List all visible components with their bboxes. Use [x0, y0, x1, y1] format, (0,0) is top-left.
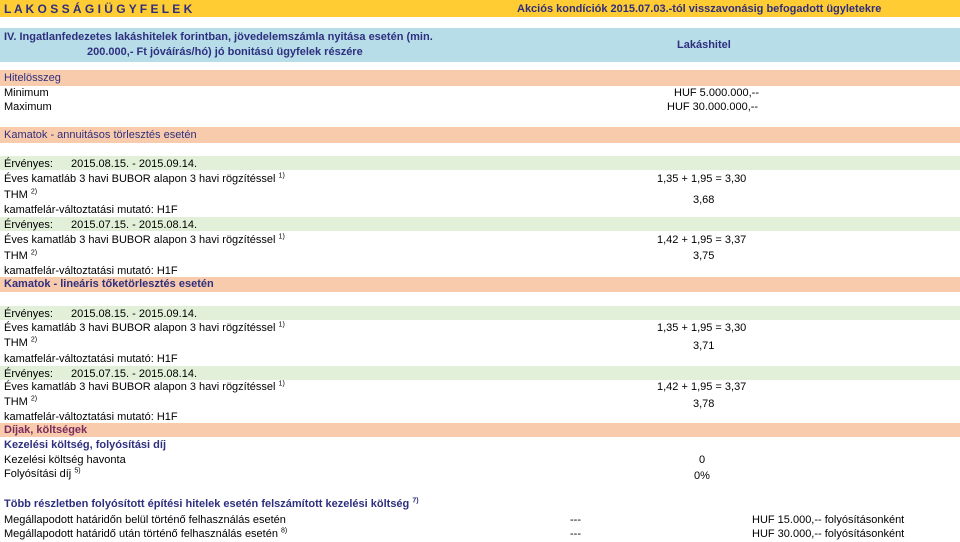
promo-text: Akciós kondíciók 2015.07.03.-tól visszavonásig befogadott ügyletekre [517, 3, 882, 15]
after-deadline-dash: --- [570, 528, 581, 540]
maximum-label: Maximum [4, 101, 52, 113]
valid-period: 2015.07.15. - 2015.08.14. [71, 219, 197, 231]
column-header: Lakáshitel [677, 39, 731, 51]
section-title-line1: IV. Ingatlanfedezetes lakáshitelek forintban, jövedelemszámla nyitása esetén (min. [4, 31, 433, 43]
valid-label: Érvényes: [4, 368, 53, 380]
valid-period: 2015.08.15. - 2015.09.14. [71, 308, 197, 320]
rate-value: 1,35 + 1,95 = 3,30 [657, 322, 747, 334]
linear-heading: Kamatok - lineáris tőketörlesztés esetén [4, 278, 214, 290]
rate-label: Éves kamatláb 3 havi BUBOR alapon 3 havi rögzítéssel $^{1)}$ [4, 321, 285, 334]
minimum-label: Minimum [4, 87, 49, 99]
loan-amount-heading: Hitelösszeg [4, 72, 61, 84]
thm-label: THM $^{2)}$ [4, 249, 38, 262]
rate-label: Éves kamatláb 3 havi BUBOR alapon 3 havi rögzítéssel $^{1)}$ [4, 233, 285, 246]
thm-value: 3,68 [693, 194, 715, 206]
thm-label: THM $^{2)}$ [4, 395, 38, 408]
rate-value: 1,35 + 1,95 = 3,30 [657, 173, 747, 185]
rate-label: Éves kamatláb 3 havi BUBOR alapon 3 havi rögzítéssel $^{1)}$ [4, 172, 285, 185]
indicator: kamatfelár-változtatási mutató: H1F [4, 353, 178, 365]
valid-period: 2015.07.15. - 2015.08.14. [71, 368, 197, 380]
page-title: L A K O S S Á G I Ü G Y F E L E K [4, 2, 193, 16]
rate-value: 1,42 + 1,95 = 3,37 [657, 234, 747, 246]
valid-label: Érvényes: [4, 308, 53, 320]
section-title-line2: 200.000,- Ft jóváírás/hó) jó bonitású ügyfelek részére [87, 46, 363, 58]
valid-period: 2015.08.15. - 2015.09.14. [71, 158, 197, 170]
maximum-value: HUF 30.000.000,-- [667, 101, 759, 113]
thm-value: 3,78 [693, 398, 715, 410]
fees-subheading: Kezelési költség, folyósítási díj [4, 439, 166, 451]
within-deadline-label: Megállapodott határidőn belül történő felhasználás esetén [4, 514, 286, 526]
disbursement-fee-label: Folyósítási díj $^{5)}$ [4, 467, 81, 480]
rate-value: 1,42 + 1,95 = 3,37 [657, 381, 747, 393]
indicator: kamatfelár-változtatási mutató: H1F [4, 204, 178, 216]
annuity-heading: Kamatok - annuitásos törlesztés esetén [4, 129, 197, 141]
rate-label: Éves kamatláb 3 havi BUBOR alapon 3 havi rögzítéssel $^{1)}$ [4, 380, 285, 393]
valid-label: Érvényes: [4, 219, 53, 231]
indicator: kamatfelár-változtatási mutató: H1F [4, 411, 178, 423]
after-deadline-value: HUF 30.000,-- folyósításonként [752, 528, 905, 540]
thm-label: THM $^{2)}$ [4, 336, 38, 349]
monthly-fee-value: 0 [699, 454, 706, 466]
fees-heading: Díjak, költségek [4, 424, 88, 436]
thm-label: THM $^{2)}$ [4, 188, 38, 201]
within-deadline-value: HUF 15.000,-- folyósításonként [752, 514, 905, 526]
minimum-value: HUF 5.000.000,-- [674, 87, 759, 99]
disbursement-fee-value: 0% [694, 470, 710, 482]
monthly-fee-label: Kezelési költség havonta [4, 454, 126, 466]
thm-value: 3,71 [693, 340, 715, 352]
loan-amount-heading-bar [0, 70, 960, 86]
fees-heading-bar [0, 423, 960, 437]
construction-heading: Több részletben folyósított építési hitelek esetén felszámított kezelési költség $^{7)}$ [4, 497, 419, 510]
indicator: kamatfelár-változtatási mutató: H1F [4, 265, 178, 277]
valid-label: Érvényes: [4, 158, 53, 170]
thm-value: 3,75 [693, 250, 715, 262]
after-deadline-label: Megállapodott határidő után történő felhasználás esetén $^{8)}$ [4, 527, 288, 540]
within-deadline-dash: --- [570, 514, 581, 526]
